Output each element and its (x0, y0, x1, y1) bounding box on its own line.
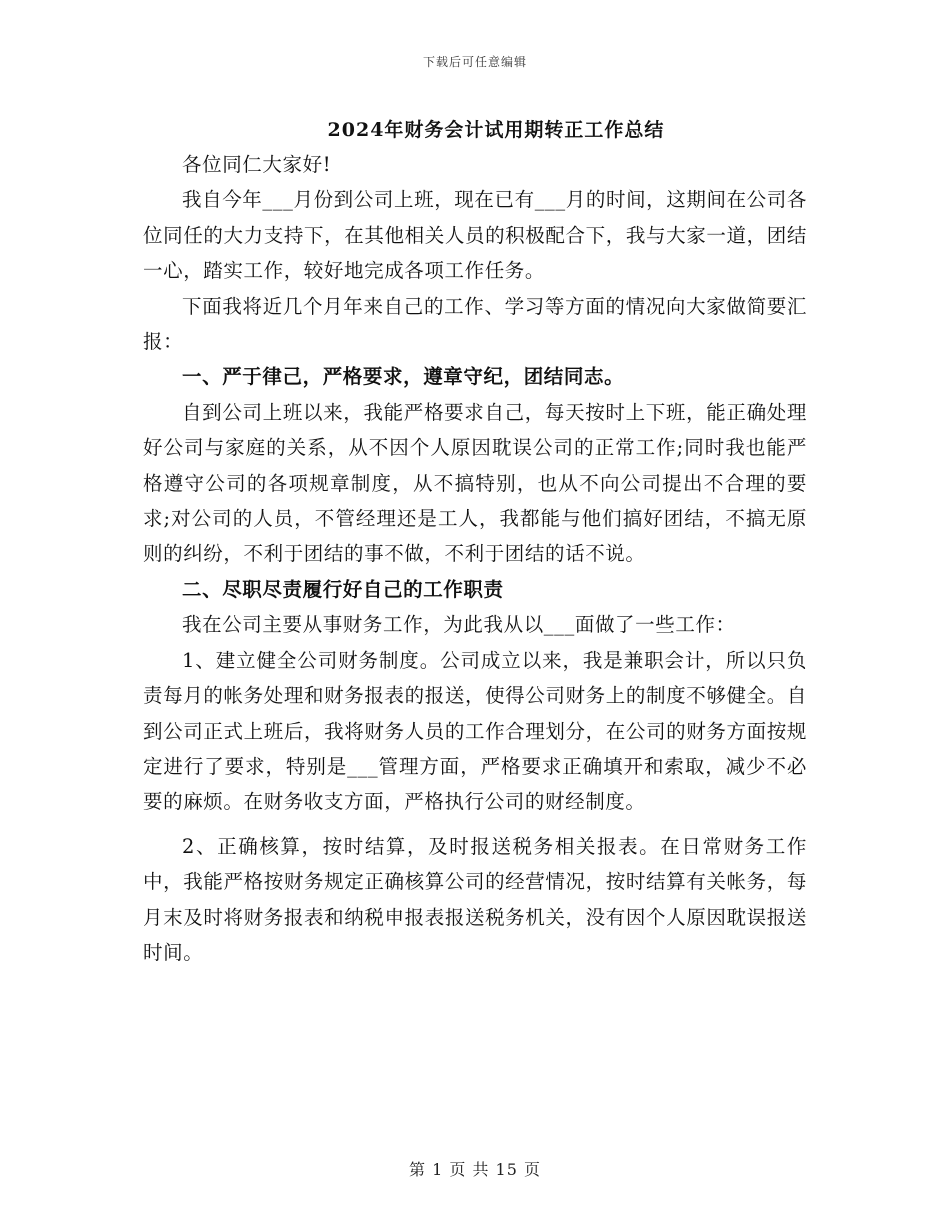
section-heading-1: 一、严于律己，严格要求，遵章守纪，团结同志。 (182, 365, 625, 389)
intro-paragraph: 我自今年___月份到公司上班，现在已有___月的时间，这期间在公司各位同任的大力支持下，在其他相关人员的积极配合下，我与大家一道，团结一心，踏实工作，较好地完成各项工作任务。 (143, 188, 807, 283)
section-1-paragraph: 自到公司上班以来，我能严格要求自己，每天按时上下班，能正确处理好公司与家庭的关系，从不因个人原因耽误公司的正常工作;同时我也能严格遵守公司的各项规章制度，从不搞特别，也从不向公司提出不合理的要求;对公司的人员，不管经理还是工人，我都能与他们搞好团结，不搞无原则的纠纷，不利于团结的事不做，不利于团结的话不说。 (143, 400, 807, 566)
section-heading-2: 二、尽职尽责履行好自己的工作职责 (182, 577, 504, 601)
item-1-paragraph: 1、建立健全公司财务制度。公司成立以来，我是兼职会计，所以只负责每月的帐务处理和财务报表的报送，使得公司财务上的制度不够健全。自到公司正式上班后，我将财务人员的工作合理划分，在公司的财务方面按规定进行了要求，特别是___管理方面，严格要求正确填开和索取，减少不必要的麻烦。在财务收支方面，严格执行公司的财经制度。 (143, 648, 807, 814)
page-footer: 第 1 页 共 15 页 (409, 1160, 541, 1179)
header-note: 下载后可任意编辑 (422, 55, 527, 69)
item-2-paragraph: 2、正确核算，按时结算，及时报送税务相关报表。在日常财务工作中，我能严格按财务规定正确核算公司的经营情况，按时结算有关帐务，每月末及时将财务报表和纳税申报表报送税务机关，没有因个人原因耽误报送时间。 (143, 834, 807, 964)
greeting-paragraph: 各位同仁大家好! (182, 153, 332, 176)
document-body (143, 147, 807, 970)
document-title: 2024年财务会计试用期转正工作总结 (327, 119, 665, 141)
section-2-intro-paragraph: 我在公司主要从事财务工作，为此我从以___面做了一些工作： (182, 613, 736, 637)
report-intro-paragraph: 下面我将近几个月年来自己的工作、学习等方面的情况向大家做简要汇报： (143, 294, 807, 354)
